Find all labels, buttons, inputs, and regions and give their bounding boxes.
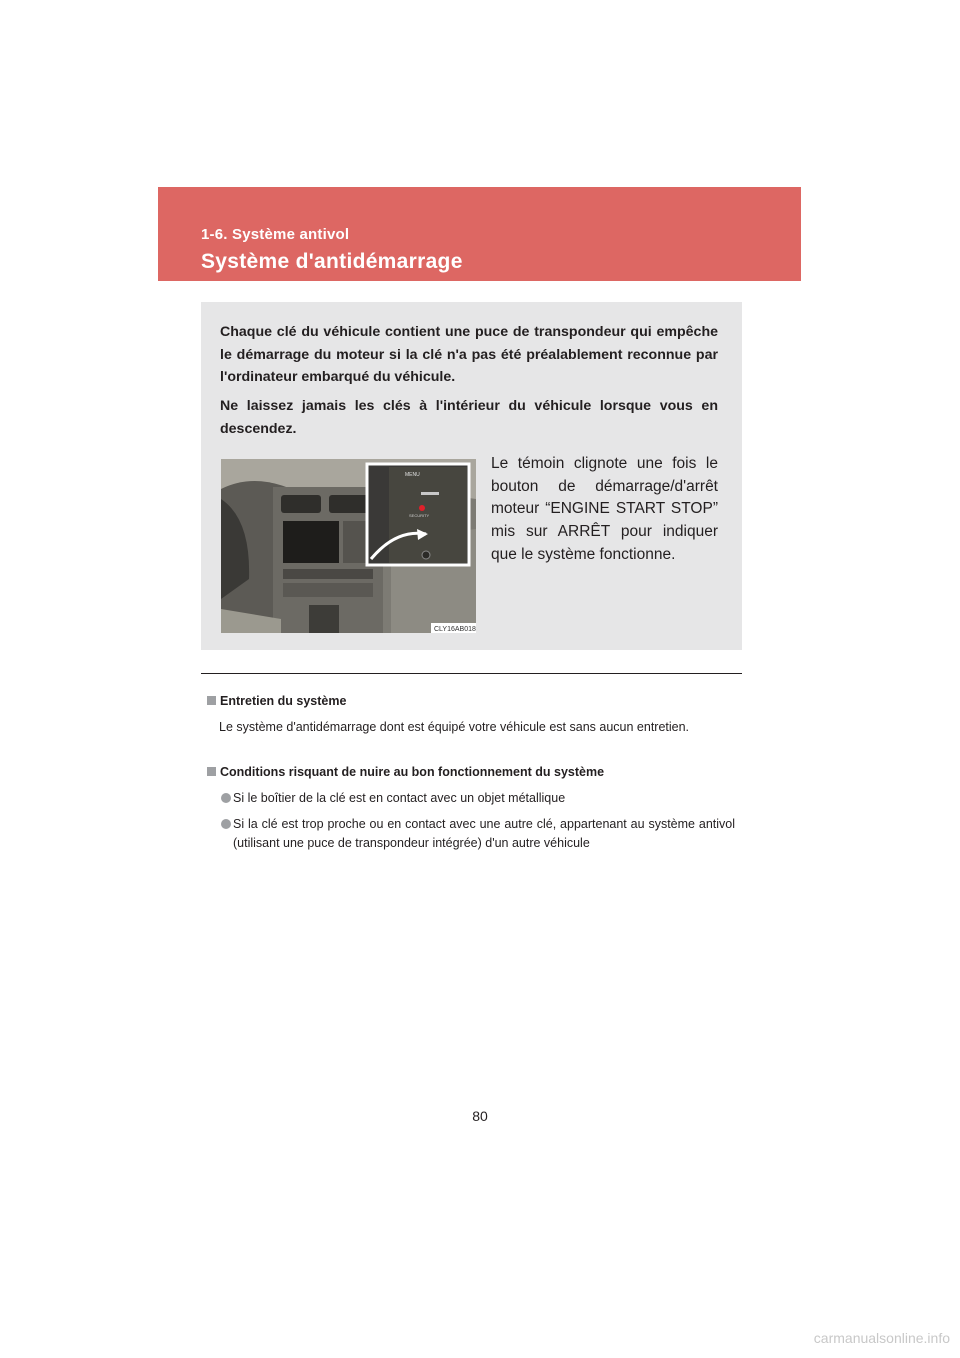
- list-item: [221, 815, 735, 853]
- image-code: CLY16AB018: [434, 626, 476, 633]
- circle-bullet-icon: [221, 819, 231, 829]
- page-title: Système d'antidémarrage: [201, 250, 463, 273]
- warning-paragraph: Ne laissez jamais les clés à l'intérieur du véhicule lorsque vous en descendez.: [220, 398, 718, 437]
- list-item-text: Si le boîtier de la clé est en contact avec un objet métallique: [233, 791, 566, 805]
- note-body-maintenance: Le système d'antidémarrage dont est équipé votre véhicule est sans aucun entretien.: [219, 720, 690, 734]
- section-number: 1-6. Système antivol: [201, 226, 350, 243]
- list-item-text: Si la clé est trop proche ou en contact avec une autre clé, appartenant au système antivol (utilisant une puce de transpondeur intégrée) d'un autre véhicule: [233, 817, 735, 850]
- photo-caption: Le témoin clignote une fois le bouton de démarrage/d'arrêt moteur “ENGINE START STOP” mis sur ARRÊT pour indiquer que le système fonctionne.: [491, 455, 718, 563]
- page-number: 80: [472, 1108, 488, 1124]
- watermark: carmanualsonline.info: [813, 1330, 950, 1346]
- security-led-icon: [419, 505, 425, 511]
- section-divider: [201, 673, 742, 674]
- note-heading-text: Entretien du système: [220, 694, 347, 708]
- section-header: [158, 187, 801, 281]
- inset-security-label: SECURITY: [409, 513, 430, 518]
- intro-paragraph: Chaque clé du véhicule contient une puce de transpondeur qui empêche le démarrage du moteur si la clé n'a pas été préalablement reconnue par l'ordinateur embarqué du véhicule.: [220, 324, 718, 385]
- square-bullet-icon: [207, 767, 216, 776]
- inset-menu-label: MENU: [405, 472, 420, 478]
- note-heading-maintenance: [207, 694, 346, 708]
- intro-box: [201, 302, 742, 650]
- circle-bullet-icon: [221, 793, 231, 803]
- note-heading-conditions: [207, 765, 604, 779]
- note-heading-text: Conditions risquant de nuire au bon fonctionnement du système: [220, 765, 605, 779]
- dashboard-photo: [221, 459, 476, 633]
- square-bullet-icon: [207, 696, 216, 705]
- list-item: [221, 789, 735, 808]
